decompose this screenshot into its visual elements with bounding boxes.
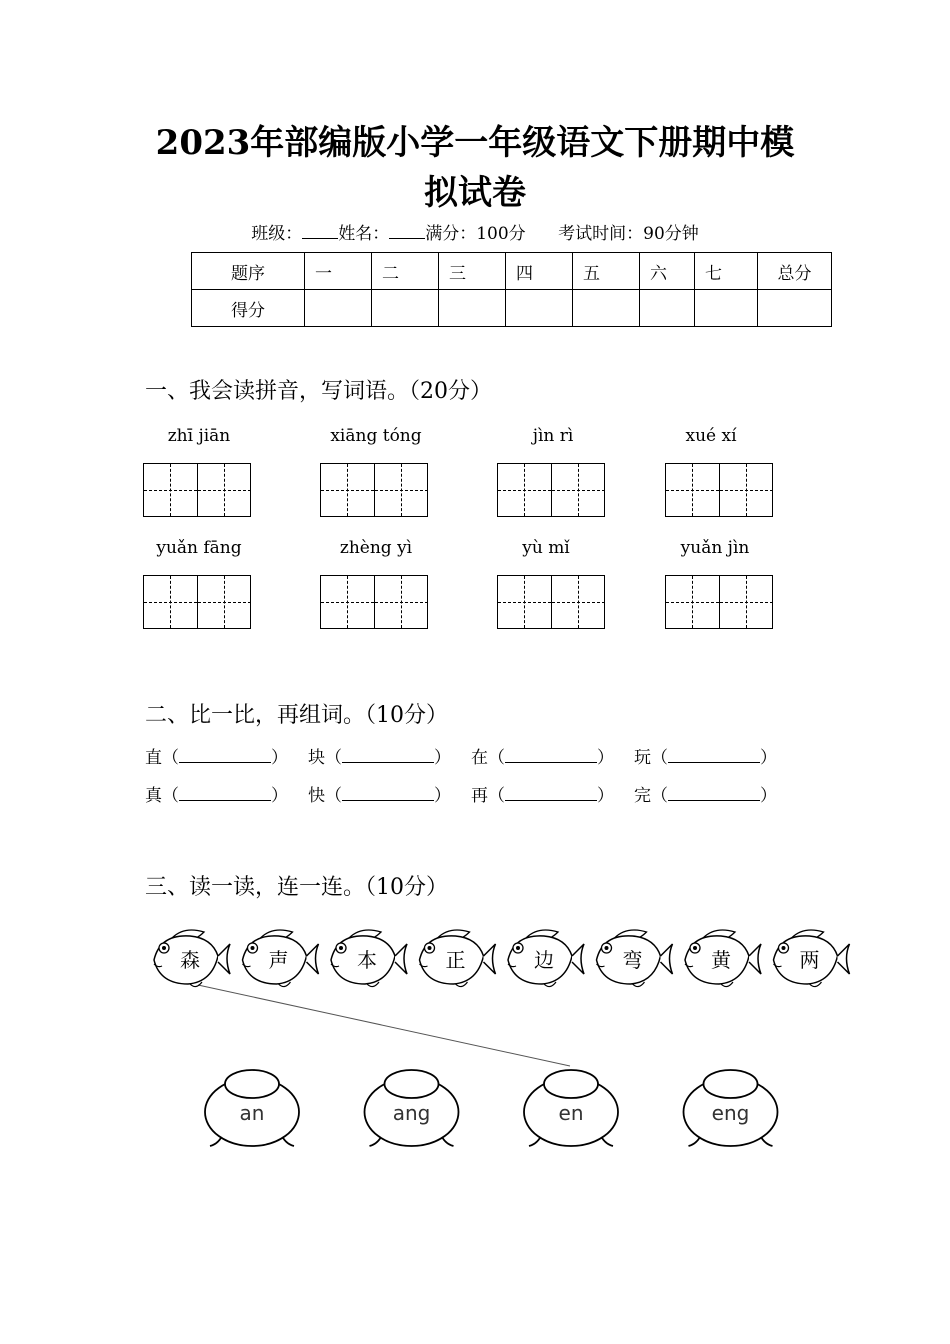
fish-tail — [661, 944, 673, 974]
pinyin-label: yuǎn jìn — [680, 538, 750, 558]
fish-card[interactable] — [597, 930, 673, 987]
fish-char: 正 — [445, 948, 466, 972]
compare-char: 完 — [634, 786, 651, 806]
header-cell: 五 — [573, 253, 640, 290]
close-paren: ） — [271, 786, 288, 806]
pot-lid — [385, 1070, 439, 1098]
pot-card[interactable] — [524, 1070, 618, 1146]
fish-pupil — [428, 946, 432, 950]
exam-time: 考试时间：90分钟 — [558, 224, 699, 244]
fish-char: 本 — [357, 948, 377, 972]
fish-char: 弯 — [622, 948, 643, 972]
pot-lid — [225, 1070, 279, 1098]
section-2-title: 二、比一比，再组词。（10分） — [145, 703, 448, 728]
fish-char: 边 — [534, 948, 554, 972]
fish-card[interactable] — [685, 930, 761, 987]
example-connection-line — [198, 985, 570, 1066]
fish-pupil — [162, 946, 166, 950]
pinyin-label: zhèng yì — [339, 538, 413, 558]
pot-label: eng — [711, 1101, 750, 1125]
open-paren: （ — [488, 786, 505, 806]
section-3-title: 三、读一读，连一连。（10分） — [145, 875, 448, 900]
header-cell: 三 — [439, 253, 506, 290]
name-label: 姓名： — [338, 224, 390, 244]
open-paren: （ — [162, 748, 179, 768]
fish-card[interactable] — [508, 930, 584, 987]
compare-char: 真 — [145, 786, 162, 806]
header-cell: 六 — [640, 253, 695, 290]
fish-tail — [572, 944, 584, 974]
fish-tail — [395, 944, 407, 974]
fish-tail — [749, 944, 761, 974]
header-cell: 二 — [372, 253, 439, 290]
compare-char: 块 — [308, 748, 325, 768]
header-cell: 总分 — [758, 253, 832, 290]
fish-char: 黄 — [711, 948, 731, 972]
open-paren: （ — [325, 748, 342, 768]
fish-char: 声 — [268, 948, 289, 972]
fish-tail — [218, 944, 230, 974]
fish-pupil — [516, 946, 520, 950]
close-paren: ） — [760, 786, 777, 806]
header-cell: 一 — [305, 253, 372, 290]
pot-lid — [704, 1070, 758, 1098]
title-line-2: 拟试卷 — [424, 173, 526, 213]
close-paren: ） — [434, 748, 451, 768]
close-paren: ） — [271, 748, 288, 768]
full-score: 满分：100分 — [425, 224, 526, 244]
open-paren: （ — [488, 748, 505, 768]
fish-card[interactable] — [420, 930, 496, 987]
score-row-label: 得分 — [192, 290, 305, 327]
fish-card[interactable] — [154, 930, 230, 987]
section-1-title: 一、我会读拼音，写词语。（20分） — [145, 379, 492, 404]
fish-pupil — [782, 946, 786, 950]
fish-char: 森 — [180, 948, 200, 972]
fish-char: 两 — [799, 948, 820, 972]
pot-label: ang — [392, 1101, 431, 1125]
fish-tail — [838, 944, 850, 974]
pinyin-label: jìn rì — [532, 426, 574, 446]
pinyin-label: xiāng tóng — [330, 426, 422, 446]
pinyin-label: xué xí — [685, 426, 737, 446]
fish-pupil — [693, 946, 697, 950]
pot-card[interactable] — [205, 1070, 299, 1146]
open-paren: （ — [651, 748, 668, 768]
header-cell: 题序 — [192, 253, 305, 290]
pot-label: en — [558, 1101, 584, 1125]
compare-char: 再 — [471, 786, 488, 806]
fish-tail — [307, 944, 319, 974]
fish-pupil — [605, 946, 609, 950]
fish-tail — [484, 944, 496, 974]
pinyin-label: yù mǐ — [522, 538, 570, 558]
pot-card[interactable] — [684, 1070, 778, 1146]
pot-lid — [544, 1070, 598, 1098]
pinyin-label: zhī jiān — [167, 426, 231, 446]
title-line-1: 2023年部编版小学一年级语文下册期中模 — [155, 123, 795, 163]
compare-char: 快 — [308, 786, 325, 806]
pinyin-label: yuǎn fāng — [156, 538, 242, 558]
open-paren: （ — [325, 786, 342, 806]
fish-card[interactable] — [774, 930, 850, 987]
compare-char: 玩 — [634, 748, 651, 768]
fish-pupil — [339, 946, 343, 950]
pot-card[interactable] — [365, 1070, 459, 1146]
fish-card[interactable] — [331, 930, 407, 987]
compare-char: 直 — [145, 748, 162, 768]
close-paren: ） — [597, 748, 614, 768]
compare-char: 在 — [471, 748, 488, 768]
pot-label: an — [239, 1101, 265, 1125]
close-paren: ） — [597, 786, 614, 806]
close-paren: ） — [434, 786, 451, 806]
close-paren: ） — [760, 748, 777, 768]
header-cell: 七 — [695, 253, 758, 290]
open-paren: （ — [651, 786, 668, 806]
open-paren: （ — [162, 786, 179, 806]
fish-pupil — [251, 946, 255, 950]
header-cell: 四 — [506, 253, 573, 290]
class-label: 班级： — [251, 224, 303, 244]
fish-card[interactable] — [243, 930, 319, 987]
